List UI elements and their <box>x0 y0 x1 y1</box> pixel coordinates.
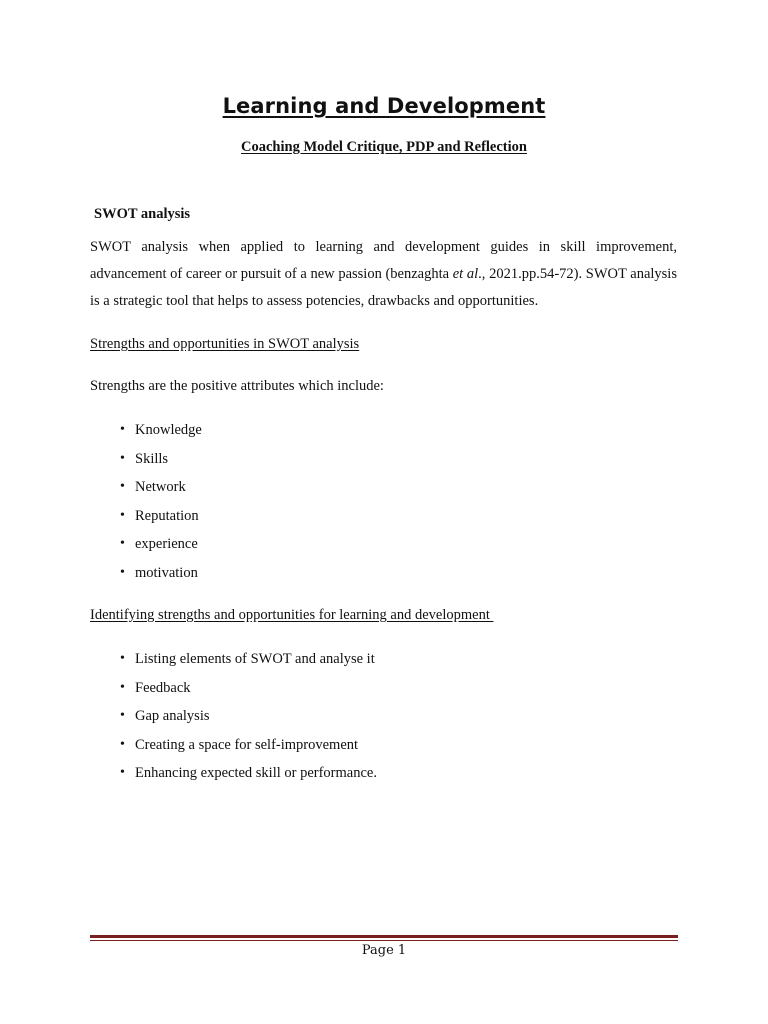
list-item-label: Reputation <box>135 507 199 524</box>
list-item-label: Feedback <box>135 679 191 696</box>
list-item <box>120 702 377 731</box>
bullet-icon: • <box>120 450 125 466</box>
list-item-label: motivation <box>135 564 198 581</box>
list-item <box>120 416 202 445</box>
bullet-icon: • <box>120 479 125 495</box>
list-item-label: Gap analysis <box>135 708 210 725</box>
list-item <box>120 473 202 502</box>
swot-paragraph-part1: SWOT analysis when applied to learning and development guides in skill improvement, advancement of career or pursuit of a new passion (benzaghta <box>90 239 677 282</box>
list-item <box>120 759 377 788</box>
strengths-heading: Strengths and opportunities in SWOT analysis <box>90 336 360 352</box>
bullet-icon: • <box>120 708 125 724</box>
list-item <box>120 502 202 531</box>
bullet-icon: • <box>120 422 125 437</box>
identifying-heading: Identifying strengths and opportunities for learning and development <box>90 607 494 623</box>
bullet-icon: • <box>120 736 125 752</box>
footer-rule-thick <box>90 935 678 938</box>
swot-paragraph-italic: et al <box>452 266 479 282</box>
identifying-list <box>120 645 377 788</box>
footer-rule-thin <box>90 940 678 941</box>
bullet-icon: • <box>120 651 125 666</box>
list-item-label: Network <box>135 479 186 496</box>
bullet-icon: • <box>120 679 125 695</box>
strengths-intro: Strengths are the positive attributes which include: <box>90 378 384 394</box>
list-item <box>120 559 202 588</box>
bullet-icon: • <box>120 564 125 580</box>
list-item <box>120 731 377 760</box>
bullet-icon: • <box>120 507 125 523</box>
list-item <box>120 645 377 674</box>
list-item <box>120 445 202 474</box>
strengths-list <box>120 416 202 588</box>
bullet-icon: • <box>120 765 125 781</box>
list-item-label: Creating a space for self-improvement <box>135 736 359 753</box>
swot-paragraph-part2: ., 2021.pp.54-72). SWOT analysis is a strategic tool that helps to assess potencies, drawbacks and opportunities. <box>90 266 677 309</box>
list-item <box>120 530 202 559</box>
list-item-label: Enhancing expected skill or performance. <box>135 765 377 782</box>
section-heading-swot: SWOT analysis <box>94 206 191 222</box>
list-item-label: Skills <box>135 450 169 467</box>
document-subtitle: Coaching Model Critique, PDP and Reflection <box>241 139 527 155</box>
document-title: Learning and Development <box>222 94 546 118</box>
bullet-icon: • <box>120 536 125 552</box>
swot-paragraph <box>90 234 677 315</box>
list-item <box>120 674 377 703</box>
list-item-label: Listing elements of SWOT and analyse it <box>135 651 375 667</box>
list-item-label: Knowledge <box>135 422 202 438</box>
list-item-label: experience <box>135 536 198 553</box>
page-number: Page 1 <box>361 943 407 958</box>
